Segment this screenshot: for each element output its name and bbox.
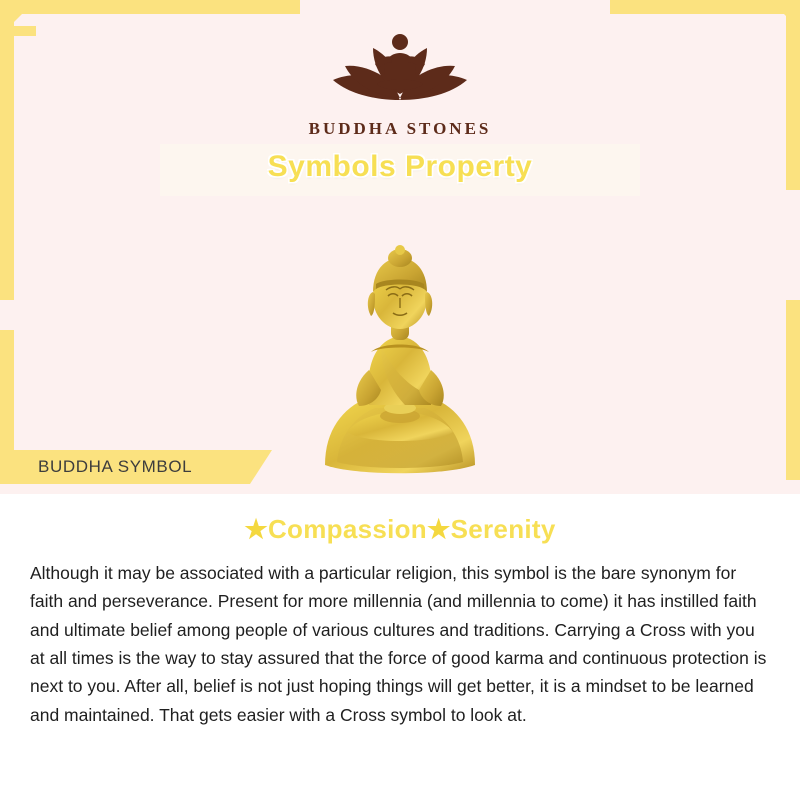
top-left-frame-bar bbox=[0, 0, 300, 14]
seated-buddha-illustration bbox=[285, 200, 515, 490]
star-icon-middle: ★ bbox=[427, 514, 451, 544]
brand-logo bbox=[0, 22, 800, 139]
brand-name: BUDDHA STONES bbox=[308, 119, 492, 138]
section-body-text: Although it may be associated with a particular religion, this symbol is the bare synonym for faith and perseverance. Present for more millennia (and millennia to come) it has instilled faith and ultimate belief among people of various cultures and traditions. Carrying a Cross with you at all times is the way to stay assured that the force of good karma and continuous protection is next to you. After all, belief is not just hoping things will get better, it is a mindset to be learned and maintained. That gets easier with a Cross symbol to look at. bbox=[30, 563, 767, 725]
page-title: Symbols Property bbox=[267, 150, 533, 183]
ribbon-label: BUDDHA SYMBOL bbox=[38, 457, 193, 476]
section-headline bbox=[0, 494, 800, 545]
lotus-meditation-icon bbox=[0, 22, 800, 115]
headline-part-one: Compassion bbox=[267, 514, 427, 544]
star-icon-left: ★ bbox=[244, 514, 268, 544]
content-panel bbox=[0, 494, 800, 800]
hero-illustration bbox=[0, 200, 800, 490]
headline-part-two: Serenity bbox=[450, 514, 556, 544]
